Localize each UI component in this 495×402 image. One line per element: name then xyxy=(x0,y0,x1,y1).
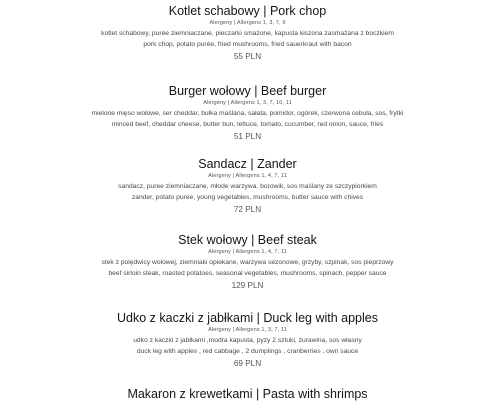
dish-allergens: Alergeny | Allergens 1, 3, 7, 10, 11 xyxy=(203,100,292,106)
dish-title: Stek wołowy | Beef steak xyxy=(178,233,317,247)
dish-allergens: Alergeny | Allergens 1, 4, 7, 11 xyxy=(208,249,287,255)
dish-beef-steak xyxy=(0,232,495,293)
dish-price: 69 PLN xyxy=(233,359,262,368)
dish-price: 72 PLN xyxy=(233,205,262,214)
dish-allergens: Alergeny | Allergens 1, 3, 7, 9 xyxy=(209,20,286,26)
dish-zander xyxy=(0,156,495,217)
dish-title: Kotlet schabowy | Pork chop xyxy=(168,4,327,18)
dish-description-pl: kotlet schabowy, purée ziemniaczane, pieczarki smażone, kapusta kiszona zasmażana z boczkiem xyxy=(101,30,394,37)
dish-title: Sandacz | Zander xyxy=(198,157,297,171)
dish-description-pl: mielone mięso wołowe, ser cheddar, bułka maślana, sałata, pomidor, ogórek, czerwona cebula, sos, frytki xyxy=(91,110,404,117)
dish-description-en: minced beef, cheddar cheese, butter bun, lettuce, tomato, cucumber, red onion, sauce, fries xyxy=(111,121,384,128)
dish-allergens: Alergeny | Allergens 1, 4, 7, 11 xyxy=(208,173,287,179)
dish-price: 129 PLN xyxy=(231,281,264,290)
dish-title: Burger wołowy | Beef burger xyxy=(168,84,327,98)
dish-title: Udko z kaczki z jabłkami | Duck leg with apples xyxy=(117,311,378,325)
dish-price: 55 PLN xyxy=(233,52,262,61)
dish-description-en: zander, potato puree, young vegetables, mushrooms, butter sauce with chives xyxy=(131,194,364,201)
dish-description-pl: udko z kaczki z jabłkami ,modra kapusta, pyzy 2 sztuki, żurawina, sos własny xyxy=(133,337,362,344)
dish-price: 51 PLN xyxy=(233,132,262,141)
dish-title: Makaron z krewetkami | Pasta with shrimps xyxy=(127,387,368,401)
dish-duck-leg xyxy=(0,310,495,371)
dish-pork-chop xyxy=(0,3,495,64)
dish-description-en: pork chop, potato purée, fried mushrooms, fried sauerkraut with bacon xyxy=(143,41,352,48)
dish-description-pl: stek z polędwicy wołowej, ziemniaki opiekane, warzywa sezonowe, grzyby, szpinak, sos pieprzowy xyxy=(101,259,394,266)
dish-beef-burger xyxy=(0,83,495,144)
dish-allergens: Alergeny | Allergens 1, 3, 7, 11 xyxy=(208,327,287,333)
dish-description-en: beef sirloin steak, roasted potatoes, seasonal vegetables, mushrooms, spinach, pepper sauce xyxy=(108,270,387,277)
dish-description-en: duck leg with apples , red cabbage , 2 dumplings , cranberries , own sauce xyxy=(136,348,359,355)
dish-description-pl: sandacz, puree ziemniaczane, młode warzywa, borowik, sos maślany ze szczypiorkiem xyxy=(118,183,377,190)
